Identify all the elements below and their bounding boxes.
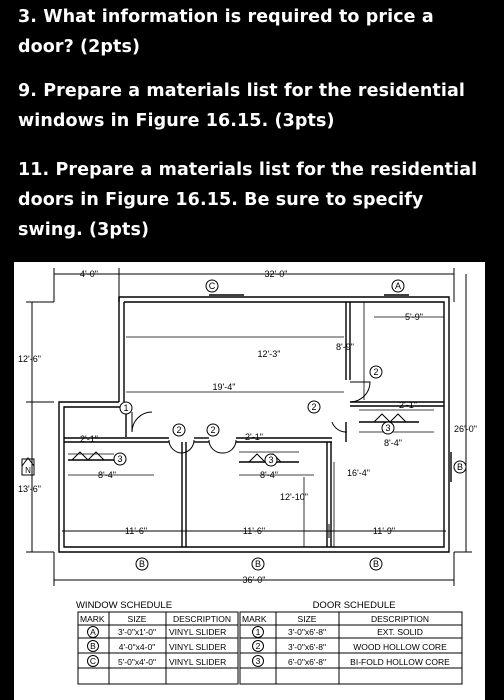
door-swing-2 <box>332 422 347 432</box>
dim-label: 2'-1" <box>245 432 263 442</box>
dim-label: 11'-6" <box>124 526 148 536</box>
svg-text:A: A <box>394 281 402 291</box>
svg-text:3: 3 <box>255 656 261 666</box>
svg-text:C: C <box>208 281 216 291</box>
dim-label: 11'-9" <box>372 526 396 536</box>
svg-text:5'-0"x4'-0": 5'-0"x4'-0" <box>117 657 157 667</box>
window-tag-b <box>252 558 264 570</box>
svg-text:3'-0"x6'-8": 3'-0"x6'-8" <box>287 627 327 637</box>
door-tag-2 <box>207 424 219 436</box>
door-swing-2 <box>209 440 222 453</box>
svg-text:3: 3 <box>385 423 391 433</box>
dim-label: 8'-4" <box>384 438 402 448</box>
door-tag-2 <box>173 424 185 436</box>
door-swing-1 <box>132 412 152 432</box>
dim-label: 8'-9" <box>336 342 354 352</box>
svg-text:C: C <box>89 656 97 666</box>
svg-text:4'-0"x4-0": 4'-0"x4-0" <box>118 642 156 652</box>
svg-text:VINYL SLIDER: VINYL SLIDER <box>169 642 227 652</box>
dim-label: 11'-6" <box>242 526 266 536</box>
dim-label: 16'-4" <box>347 468 370 478</box>
dim-label: 2'-1" <box>80 434 98 444</box>
svg-text:2: 2 <box>255 641 261 651</box>
svg-text:2: 2 <box>311 402 317 412</box>
dim-label: 8'-4" <box>98 470 116 480</box>
svg-text:2: 2 <box>210 425 216 435</box>
svg-text:B: B <box>372 559 380 569</box>
door-tag-2 <box>308 401 320 413</box>
svg-text:MARK: MARK <box>242 614 267 624</box>
bifold-door-3 <box>374 414 406 422</box>
door-swing-2 <box>222 440 236 453</box>
question-9: 9. Prepare a materials list for the residential windows in Figure 16.15. (3pts) <box>18 81 465 131</box>
window-schedule-title: WINDOW SCHEDULE <box>75 600 173 611</box>
door-tag-2 <box>370 366 382 378</box>
svg-text:3'-0"x1'-0": 3'-0"x1'-0" <box>117 627 157 637</box>
svg-text:SIZE: SIZE <box>127 614 147 624</box>
svg-text:SIZE: SIZE <box>297 614 317 624</box>
dim-label: 2'-1" <box>399 400 417 410</box>
svg-text:N: N <box>25 466 31 475</box>
dim-label: 12'-10" <box>280 492 308 502</box>
door-swing-2 <box>169 440 182 453</box>
svg-text:2: 2 <box>373 367 379 377</box>
svg-text:B: B <box>254 559 262 569</box>
dim-label: 5'-9" <box>405 312 423 322</box>
window-tag-a <box>392 280 404 292</box>
window-tag-b <box>136 558 148 570</box>
door-schedule-title: DOOR SCHEDULE <box>312 600 396 611</box>
dim-label: 8'-4" <box>260 470 278 480</box>
svg-text:3: 3 <box>268 455 274 465</box>
window-tag-b-right <box>454 461 466 473</box>
svg-text:1: 1 <box>123 403 129 413</box>
svg-text:DESCRIPTION: DESCRIPTION <box>172 614 232 624</box>
door-swing-2 <box>182 440 194 453</box>
svg-text:WOOD HOLLOW CORE: WOOD HOLLOW CORE <box>353 642 447 652</box>
door-tag-3 <box>265 454 277 466</box>
svg-text:DESCRIPTION: DESCRIPTION <box>370 614 430 624</box>
door-swing-2 <box>350 382 370 402</box>
dim-label: 26'-0" <box>454 424 477 434</box>
svg-text:3'-0"x6'-8": 3'-0"x6'-8" <box>287 642 327 652</box>
dim-label: 12'-6" <box>18 354 41 364</box>
window-tag-b <box>370 558 382 570</box>
door-tag-1 <box>120 402 132 414</box>
svg-text:EXT. SOLID: EXT. SOLID <box>377 627 423 637</box>
svg-text:B: B <box>138 559 146 569</box>
window-schedule <box>76 600 238 684</box>
dim-label: 13'-6" <box>18 484 41 494</box>
bifold-door-3 <box>72 452 104 460</box>
dim-label: 12'-3" <box>257 349 281 359</box>
question-3: 3. What information is required to price a door? (2pts) <box>18 7 434 57</box>
dim-label: 4'-0" <box>80 269 98 279</box>
svg-text:6'-0"x6'-8": 6'-0"x6'-8" <box>287 657 327 667</box>
svg-text:BI-FOLD HOLLOW CORE: BI-FOLD HOLLOW CORE <box>350 657 450 667</box>
dim-label: 36'-0" <box>242 575 266 585</box>
svg-text:B: B <box>456 462 464 472</box>
svg-text:1: 1 <box>255 627 261 637</box>
svg-text:2: 2 <box>176 425 182 435</box>
svg-text:MARK: MARK <box>80 614 105 624</box>
svg-text:3: 3 <box>117 454 123 464</box>
floor-plan-figure <box>14 262 485 700</box>
svg-text:B: B <box>90 641 96 651</box>
svg-text:VINYL SLIDER: VINYL SLIDER <box>169 627 227 637</box>
window-tag-c <box>206 280 218 292</box>
svg-text:A: A <box>90 627 96 637</box>
floor-plan-drawing <box>14 262 485 700</box>
door-tag-3 <box>114 453 126 465</box>
door-schedule <box>240 600 462 684</box>
question-11: 11. Prepare a materials list for the residential doors in Figure 16.15. Be sure to specify swing. (3pts) <box>18 160 478 240</box>
dim-label: 32'-0" <box>264 269 288 279</box>
door-tag-3 <box>382 422 394 434</box>
svg-text:VINYL SLIDER: VINYL SLIDER <box>169 657 227 667</box>
dim-label: 19'-4" <box>212 382 236 392</box>
